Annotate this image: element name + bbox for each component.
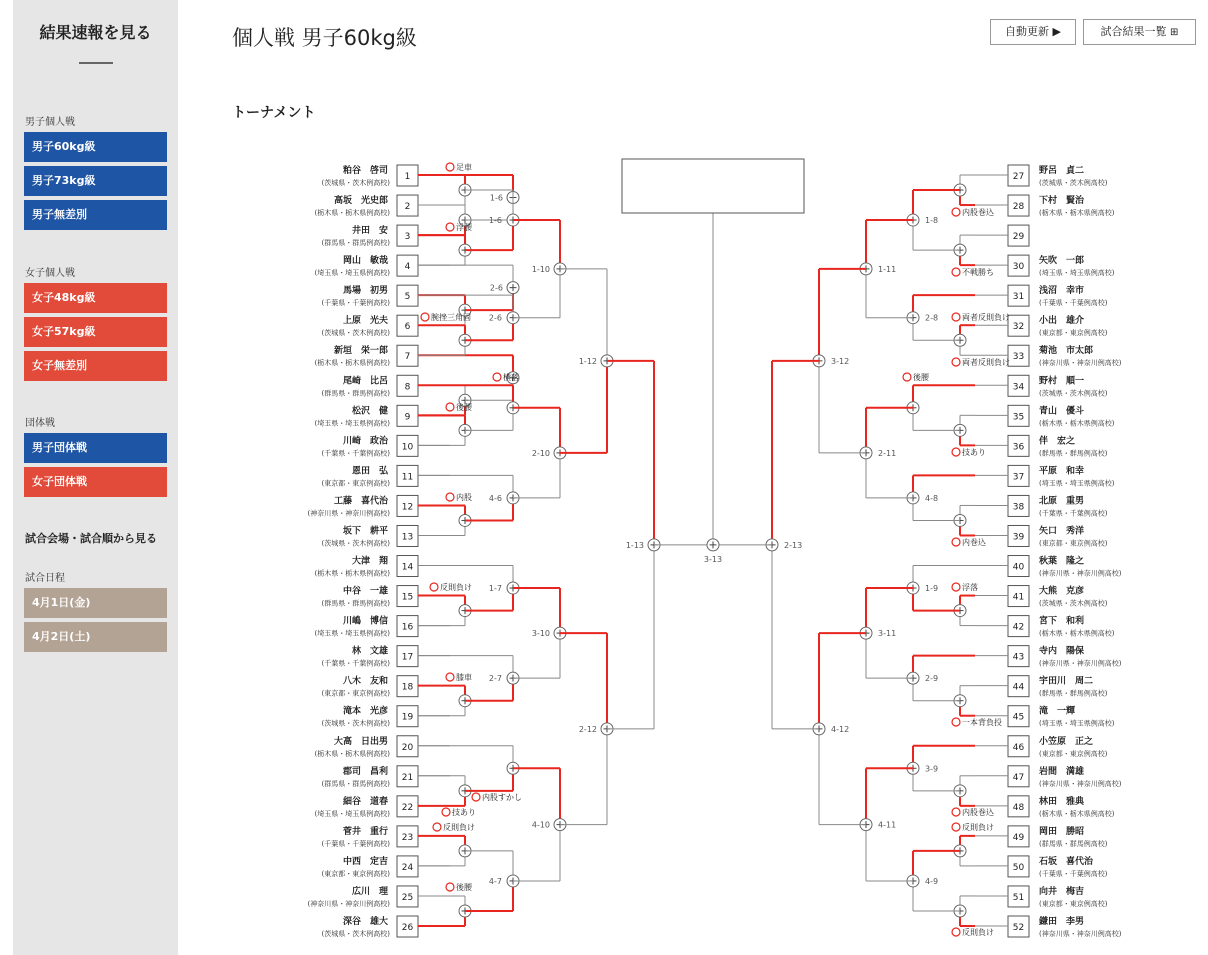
player-name: 鎌田 李男 [1039, 917, 1085, 927]
result-label-marker [493, 373, 501, 381]
seed-number: 42 [1012, 622, 1025, 633]
player-school: (茨城県・茨木例高校) [1039, 599, 1108, 608]
seed-number: 17 [401, 652, 414, 663]
result-label-marker [433, 823, 441, 831]
schedule-label: 試合日程 [25, 573, 65, 584]
player-school: (栃木県・栃木県例高校) [1039, 419, 1115, 428]
result-label: 後腰 [456, 883, 472, 892]
match-label: 2-12 [578, 724, 597, 734]
result-label: 技あり [452, 808, 476, 817]
player-name: 粕谷 啓司 [342, 166, 388, 176]
player-name: 中西 定吉 [342, 856, 388, 867]
match-label: 4-7 [488, 876, 502, 886]
nav-womens-57kg[interactable]: 女子57kg級 [24, 317, 167, 347]
player-name: 滝 一輝 [1039, 706, 1076, 717]
player-name: 寺内 陽保 [1039, 646, 1085, 657]
player-school: (神奈川県・神奈川例高校) [1039, 930, 1122, 938]
winner-box [622, 159, 804, 213]
result-label: 両者反則負け [962, 313, 1010, 322]
seed-number: 51 [1012, 892, 1025, 903]
player-school: (東京都・東京例高校) [321, 689, 390, 698]
player-school: (茨城県・茨木例高校) [1039, 389, 1108, 398]
player-school: (千葉県・千葉例高校) [321, 299, 390, 308]
seed-number: 31 [1012, 292, 1025, 303]
player-name: 野村 順一 [1039, 376, 1085, 387]
player-name: 矢口 秀洋 [1039, 526, 1085, 537]
seed-number: 25 [401, 892, 414, 903]
match-label: 4-12 [831, 724, 850, 734]
nav-womens-48kg[interactable]: 女子48kg級 [24, 283, 167, 313]
seed-number: 44 [1012, 682, 1025, 693]
tournament-heading: トーナメント [232, 105, 316, 121]
player-school: (埼玉県・埼玉県例高校) [314, 269, 390, 278]
nav-mens-team[interactable]: 男子団体戦 [24, 433, 167, 463]
seed-number: 23 [401, 832, 414, 843]
seed-number: 32 [1012, 322, 1025, 333]
player-name: 川崎 政治 [342, 436, 388, 447]
player-school: (神奈川県・神奈川例高校) [1039, 569, 1122, 578]
player-name: 林 文雄 [351, 646, 388, 657]
player-name: 大津 翔 [351, 556, 388, 567]
match-label: 1-6 [488, 216, 502, 226]
player-school: (栃木県・栃木県例高校) [314, 359, 390, 368]
match-label: 1-12 [578, 356, 597, 366]
seed-number: 52 [1012, 923, 1025, 933]
result-label-marker [446, 493, 454, 501]
seed-number: 14 [401, 562, 414, 573]
match-label: 1-10 [531, 264, 550, 274]
player-name: 岡山 敏哉 [342, 256, 388, 267]
result-label: 浮腰 [456, 223, 472, 232]
result-label-marker [952, 823, 960, 831]
result-label-marker [952, 928, 960, 936]
player-name: 青山 優斗 [1039, 406, 1085, 417]
seed-number: 46 [1012, 742, 1025, 753]
player-name: 浅沼 幸市 [1039, 286, 1085, 297]
player-school: (茨城県・茨木例高校) [321, 179, 390, 187]
player-name: 八木 友和 [342, 676, 388, 687]
seed-number: 45 [1012, 712, 1025, 723]
seed-number: 38 [1012, 502, 1025, 513]
sidebar-title: 結果速報を見る [39, 23, 152, 42]
player-school: (茨城県・茨木例高校) [321, 539, 390, 548]
result-label-marker [952, 358, 960, 366]
result-label: 両者反則負け [962, 358, 1010, 367]
player-school: (東京都・東京例高校) [321, 869, 390, 878]
player-school: (東京都・東京例高校) [1039, 749, 1108, 758]
player-name: 岡田 勝昭 [1039, 826, 1085, 837]
result-label-marker [446, 883, 454, 891]
result-label-marker [952, 448, 960, 456]
seed-number: 26 [401, 923, 414, 933]
seed-number: 20 [401, 742, 414, 753]
match-label: 2-8 [925, 313, 939, 323]
player-name: 高坂 光史郎 [333, 196, 388, 207]
result-label: 一本背負投 [962, 718, 1002, 727]
player-name: 細谷 道春 [342, 796, 388, 807]
match-label: 2-13 [784, 540, 803, 550]
player-name: 坂下 耕平 [342, 526, 388, 537]
result-label: 膝車 [456, 673, 472, 682]
match-label: 2-10 [531, 448, 550, 458]
player-school: (埼玉県・埼玉県例高校) [314, 629, 390, 638]
seed-number: 4 [404, 262, 411, 273]
results-list-label: 試合結果一覧 [1100, 25, 1167, 38]
match-label: 2-6 [488, 313, 502, 323]
player-name: 石坂 喜代治 [1039, 856, 1094, 867]
player-name: 岩間 満雄 [1039, 766, 1085, 777]
player-school: (群馬県・群馬例高校) [321, 779, 390, 788]
result-label: 技あり [962, 448, 986, 457]
date-april-2[interactable]: 4月2日(土) [24, 622, 167, 652]
player-name: 井田 安 [351, 226, 388, 237]
result-label-marker [446, 163, 454, 171]
player-school: (東京都・東京例高校) [321, 479, 390, 488]
seed-number: 8 [404, 382, 411, 393]
player-name: 矢吹 一郎 [1039, 256, 1085, 267]
player-school: (千葉県・千葉例高校) [321, 659, 390, 668]
player-school: (群馬県・群馬例高校) [321, 599, 390, 608]
player-name: 北原 重男 [1039, 496, 1085, 507]
result-label-marker [952, 208, 960, 216]
result-label: 不戦勝ち [962, 268, 994, 277]
player-school: (群馬県・群馬例高校) [321, 239, 390, 248]
result-label-marker [472, 793, 480, 801]
result-label: 反則負け [962, 823, 994, 832]
player-name: 滝本 光彦 [342, 706, 388, 717]
player-school: (栃木県・栃木県例高校) [314, 749, 390, 758]
match-label: 3-11 [878, 629, 897, 639]
result-label: 腕挫三角固 [431, 313, 471, 322]
player-name: 尾崎 比呂 [342, 376, 388, 387]
match-label: 2-11 [878, 448, 897, 458]
match-label: 4-8 [925, 493, 939, 503]
player-name: 上原 光夫 [342, 316, 388, 327]
player-school: (東京都・東京例高校) [1039, 899, 1108, 908]
seed-number: 34 [1012, 382, 1025, 393]
result-label-marker [421, 313, 429, 321]
result-label: 浮落 [962, 583, 978, 592]
date-april-1[interactable]: 4月1日(金) [24, 588, 167, 618]
match-label: 1-11 [878, 264, 897, 274]
seed-number: 27 [1012, 172, 1025, 182]
result-label: 反則負け [962, 928, 994, 937]
seed-number: 29 [1012, 232, 1025, 243]
match-label: 2-9 [925, 674, 939, 684]
match-label: 4-11 [878, 820, 897, 830]
seed-number: 43 [1012, 652, 1025, 663]
seed-number: 40 [1012, 562, 1025, 573]
match-label: 3-10 [531, 629, 550, 639]
player-school: (埼玉県・埼玉県例高校) [1039, 719, 1115, 728]
seed-number: 16 [401, 622, 414, 633]
player-name: 伴 宏之 [1039, 436, 1076, 447]
seed-number: 7 [404, 352, 411, 363]
result-label-marker [952, 538, 960, 546]
seed-number: 1 [404, 172, 411, 182]
seed-number: 5 [404, 292, 411, 303]
final-label: 3-13 [703, 554, 723, 564]
result-label: 内股巻込 [962, 208, 994, 217]
player-school: (千葉県・千葉例高校) [1039, 299, 1108, 308]
player-school: (群馬県・群馬例高校) [321, 389, 390, 398]
result-label: 内股すかし [482, 793, 522, 802]
player-name: 小笠原 正之 [1039, 736, 1094, 747]
player-name: 郡司 昌利 [342, 766, 388, 777]
grid-icon: ⊞ [1170, 27, 1179, 38]
seed-number: 47 [1012, 772, 1025, 783]
player-school: (栃木県・栃木県例高校) [1039, 209, 1115, 218]
result-label: 内巻込 [962, 538, 986, 547]
player-name: 菊池 市太郎 [1039, 346, 1094, 357]
seed-number: 35 [1012, 412, 1025, 423]
venue-order-link[interactable]: 試合会場・試合順から見る [25, 532, 157, 545]
result-label-marker [952, 583, 960, 591]
player-school: (神奈川県・神奈川例高校) [1039, 659, 1122, 668]
section-label-team: 団体戦 [25, 418, 55, 429]
match-label: 1-9 [925, 584, 939, 594]
player-school: (千葉県・千葉例高校) [321, 449, 390, 458]
seed-number: 33 [1012, 352, 1025, 363]
player-name: 新垣 栄一郎 [333, 346, 388, 357]
player-name: 松沢 健 [351, 406, 388, 417]
result-label-marker [952, 268, 960, 276]
match-label: 1-8 [925, 216, 939, 226]
match-label: 3-12 [831, 356, 850, 366]
player-name: 秋葉 隆之 [1039, 556, 1085, 567]
seed-number: 3 [404, 232, 411, 243]
player-school: (群馬県・群馬例高校) [1039, 689, 1108, 698]
player-name: 深谷 雄大 [342, 917, 388, 927]
match-label: 1-7 [488, 584, 502, 594]
result-label: 横落 [503, 373, 519, 382]
player-name: 下村 賢治 [1039, 196, 1085, 207]
player-name: 小出 雄介 [1039, 316, 1085, 327]
auto-update-label: 自動更新 [1005, 25, 1050, 38]
player-name: 林田 雅典 [1039, 796, 1085, 807]
player-school: (千葉県・千葉例高校) [321, 839, 390, 848]
seed-number: 37 [1012, 472, 1025, 483]
seed-number: 30 [1012, 262, 1025, 273]
player-school: (栃木県・栃木県例高校) [314, 569, 390, 578]
player-school: (神奈川県・神奈川例高校) [307, 899, 390, 908]
player-name: 平原 和幸 [1039, 466, 1085, 477]
seed-number: 39 [1012, 532, 1025, 543]
result-label-marker [446, 673, 454, 681]
player-name: 工藤 喜代治 [333, 496, 388, 507]
play-icon: ▶ [1052, 25, 1061, 38]
player-name: 恩田 弘 [351, 466, 388, 477]
result-label-marker [952, 808, 960, 816]
result-label: 後腰 [456, 403, 472, 412]
result-label-marker [442, 808, 450, 816]
player-name: 野呂 貞二 [1039, 166, 1085, 176]
seed-number: 2 [404, 202, 411, 213]
seed-number: 49 [1012, 832, 1025, 843]
player-school: (群馬県・群馬例高校) [1039, 839, 1108, 848]
result-label: 内股 [456, 493, 472, 502]
player-school: (茨城県・茨木例高校) [321, 719, 390, 728]
nav-mens-openweight[interactable]: 男子無差別 [24, 200, 167, 230]
result-label: 反則負け [440, 583, 472, 592]
player-school: (埼玉県・埼玉県例高校) [314, 419, 390, 428]
player-school: (茨城県・茨木例高校) [1039, 179, 1108, 187]
player-name: 宇田川 周二 [1039, 676, 1094, 687]
player-name: 菅井 重行 [342, 826, 388, 837]
player-name: 馬場 初男 [342, 286, 388, 297]
match-label: 1-13 [625, 540, 644, 550]
seed-number: 12 [401, 502, 414, 513]
nav-womens-openweight[interactable]: 女子無差別 [24, 351, 167, 381]
player-school: (埼玉県・埼玉県例高校) [1039, 269, 1115, 278]
seed-number: 48 [1012, 802, 1025, 813]
player-school: (栃木県・栃木県例高校) [1039, 809, 1115, 818]
match-label: 3-9 [925, 764, 939, 774]
match-label: 2-7 [488, 674, 502, 684]
player-school: (埼玉県・埼玉県例高校) [1039, 479, 1115, 488]
seed-number: 22 [401, 802, 414, 813]
seed-number: 36 [1012, 442, 1025, 453]
player-name: 川嶋 博信 [342, 616, 388, 627]
seed-number: 28 [1012, 202, 1025, 213]
seed-number: 24 [401, 862, 414, 873]
player-name: 中谷 一雄 [342, 586, 388, 597]
result-label-marker [430, 583, 438, 591]
match-label: 1-6 [489, 193, 503, 203]
seed-number: 15 [401, 592, 414, 603]
match-label: 4-9 [925, 876, 939, 886]
seed-number: 18 [401, 682, 414, 693]
seed-number: 50 [1012, 862, 1025, 873]
seed-number: 6 [404, 322, 411, 333]
player-school: (埼玉県・埼玉県例高校) [314, 809, 390, 818]
seed-number: 21 [401, 772, 414, 783]
result-label-marker [952, 313, 960, 321]
result-label-marker [446, 223, 454, 231]
section-label-mens-individual: 男子個人戦 [25, 117, 75, 128]
player-name: 大高 日出男 [333, 736, 388, 747]
player-school: (栃木県・栃木県例高校) [314, 209, 390, 218]
player-school: (茨城県・茨木例高校) [321, 930, 390, 938]
result-label-marker [952, 718, 960, 726]
seed-number: 9 [404, 412, 411, 423]
seed-number: 10 [401, 442, 414, 453]
match-label: 4-10 [531, 820, 550, 830]
seed-number: 41 [1012, 592, 1025, 603]
player-school: (東京都・東京例高校) [1039, 539, 1108, 548]
match-label: 4-6 [488, 493, 502, 503]
nav-mens-73kg[interactable]: 男子73kg級 [24, 166, 167, 196]
player-school: (神奈川県・神奈川例高校) [1039, 779, 1122, 788]
result-label: 内股巻込 [962, 808, 994, 817]
seed-number: 19 [401, 712, 414, 723]
nav-mens-60kg[interactable]: 男子60kg級 [24, 132, 167, 162]
player-name: 向井 梅吉 [1039, 886, 1085, 897]
match-label: 2-6 [489, 283, 503, 293]
player-school: (群馬県・群馬例高校) [1039, 449, 1108, 458]
player-name: 宮下 和利 [1039, 616, 1085, 627]
player-school: (神奈川県・神奈川例高校) [1039, 359, 1122, 368]
player-school: (栃木県・栃木県例高校) [1039, 629, 1115, 638]
result-label: 後腰 [913, 373, 929, 382]
result-label-marker [446, 403, 454, 411]
player-school: (東京都・東京例高校) [1039, 329, 1108, 338]
result-label: 足車 [456, 163, 472, 172]
page-title: 個人戦 男子60kg級 [232, 26, 417, 50]
player-school: (神奈川県・神奈川例高校) [307, 509, 390, 518]
player-school: (千葉県・千葉例高校) [1039, 869, 1108, 878]
player-name: 広川 理 [351, 886, 388, 897]
section-label-womens-individual: 女子個人戦 [25, 268, 75, 279]
player-school: (茨城県・茨木例高校) [321, 329, 390, 338]
seed-number: 13 [401, 532, 414, 543]
seed-number: 11 [401, 472, 414, 483]
result-label-marker [903, 373, 911, 381]
nav-womens-team[interactable]: 女子団体戦 [24, 467, 167, 497]
player-school: (千葉県・千葉例高校) [1039, 509, 1108, 518]
player-name: 大熊 克彦 [1039, 586, 1085, 597]
result-label: 反則負け [443, 823, 475, 832]
